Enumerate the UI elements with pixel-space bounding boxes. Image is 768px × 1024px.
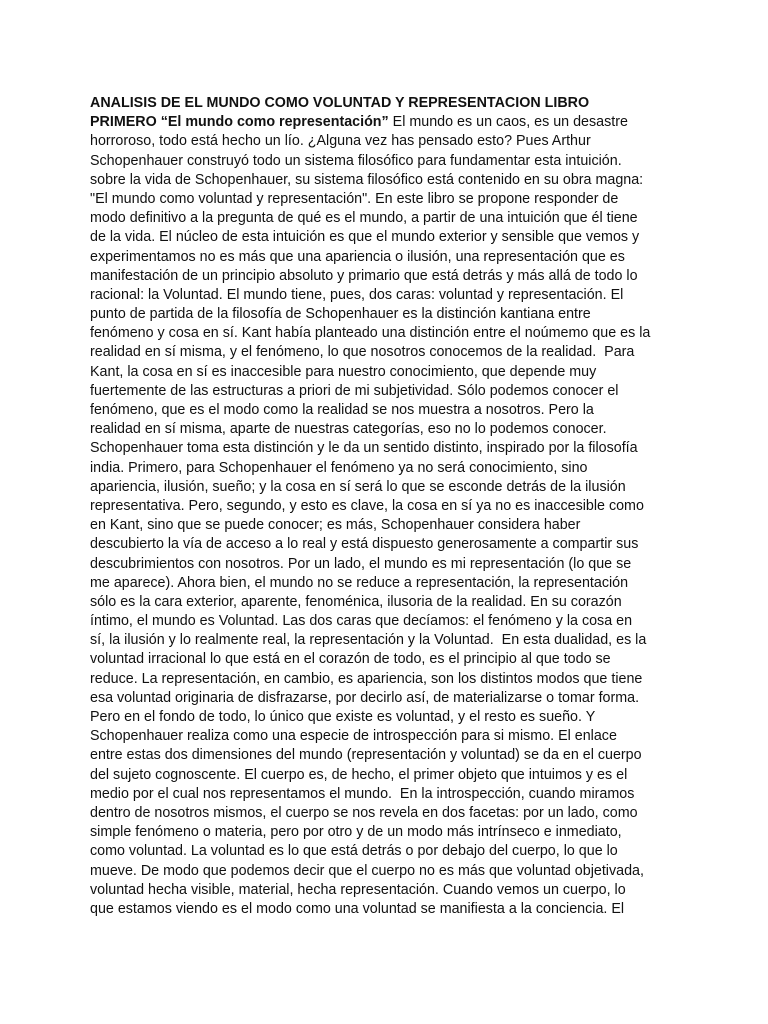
document-body	[90, 132, 690, 919]
paragraph-line: "El mundo como voluntad y representación". En este libro se propone responder de	[90, 190, 619, 207]
paragraph-line: fuertemente de las estructuras a priori de mi subjetividad. Sólo podemos conocer el	[90, 382, 619, 399]
paragraph-line: Schopenhauer realiza como una especie de introspección para si mismo. El enlace	[90, 728, 617, 745]
paragraph-line: me aparece). Ahora bien, el mundo no se reduce a representación, la representación	[90, 574, 629, 591]
paragraph-line: en Kant, sino que se puede conocer; es más, Schopenhauer considera haber	[90, 517, 581, 534]
paragraph-line: sí, la ilusión y lo realmente real, la representación y la Voluntad. En esta dualidad, es la	[90, 632, 647, 649]
paragraph-line: voluntad hecha visible, material, hecha representación. Cuando vemos un cuerpo, lo	[90, 881, 626, 898]
paragraph-line: mueve. De modo que podemos decir que el cuerpo no es más que voluntad objetivada,	[90, 862, 644, 879]
paragraph-line: punto de partida de la filosofía de Schopenhauer es la distinción kantiana entre	[90, 306, 591, 323]
document-title: ANALISIS DE EL MUNDO COMO VOLUNTAD Y REPRESENTACION LIBRO	[90, 95, 590, 111]
paragraph-line: experimentamos no es más que una apariencia o ilusión, una representación que es	[90, 248, 625, 265]
paragraph-line: descubrimientos con nosotros. Por un lado, el mundo es mi representación (lo que se	[90, 555, 632, 572]
paragraph-line: representativa. Pero, segundo, y esto es clave, la cosa en sí ya no es inaccesible como	[90, 497, 644, 514]
paragraph-line: entre estas dos dimensiones del mundo (representación y voluntad) se da en el cuerpo	[90, 747, 642, 764]
paragraph-line: sobre la vida de Schopenhauer, su sistema filosófico está contenido en su obra magna:	[90, 171, 644, 188]
paragraph-line: esa voluntad originaria de disfrazarse, por decirlo así, de materializarse o tomar forma.	[90, 689, 640, 706]
paragraph-line: realidad en sí misma, aparte de nuestras categorías, eso no lo podemos conocer.	[90, 421, 607, 438]
paragraph-line: horroroso, todo está hecho un lío. ¿Alguna vez has pensado esto? Pues Arthur	[90, 133, 591, 150]
paragraph-line: fenómeno y cosa en sí. Kant había planteado una distinción entre el noúmemo que es la	[90, 325, 651, 342]
paragraph-line: modo definitivo a la pregunta de qué es el mundo, a partir de una intuición que él tiene	[90, 210, 638, 227]
paragraph-line: voluntad irracional lo que está en el corazón de todo, es el principio al que todo se	[90, 651, 611, 668]
paragraph-line: de la vida. El núcleo de esta intuición es que el mundo exterior y sensible que vemos y	[90, 229, 640, 246]
paragraph-line: realidad en sí misma, y el fenómeno, lo que nosotros conocemos de la realidad. Para	[90, 344, 635, 361]
paragraph-line: reduce. La representación, en cambio, es apariencia, son los distintos modos que tiene	[90, 670, 643, 687]
paragraph-line: fenómeno, que es el modo como la realidad se nos muestra a nosotros. Pero la	[90, 402, 594, 418]
paragraph-line: manifestación de un principio absoluto y primario que está detrás y más allá de todo lo	[90, 267, 638, 284]
paragraph-line: que estamos viendo es el modo como una voluntad se manifiesta a la conciencia. El	[90, 900, 625, 917]
paragraph-line: íntimo, el mundo es Voluntad. Las dos caras que decíamos: el fenómeno y la cosa en	[90, 613, 633, 630]
paragraph-line: sólo es la cara exterior, aparente, fenoménica, ilusoria de la realidad. En su corazón	[90, 593, 622, 610]
document-line-first	[90, 113, 690, 132]
paragraph-line: Pero en el fondo de todo, lo único que existe es voluntad, y el resto es sueño. Y	[90, 709, 596, 725]
first-line-text: El mundo es un caos, es un desastre	[388, 114, 628, 131]
paragraph-line: dentro de nosotros mismos, el cuerpo se nos revela en dos facetas: por un lado, como	[90, 804, 638, 821]
paragraph-line: Kant, la cosa en sí es inaccesible para nuestro conocimiento, que depende muy	[90, 363, 597, 380]
paragraph-line: simple fenómeno o materia, pero por otro y de un modo más intrínseco e inmediato,	[90, 824, 622, 841]
document-page	[90, 94, 690, 919]
paragraph-line: india. Primero, para Schopenhauer el fenómeno ya no será conocimiento, sino	[90, 459, 588, 476]
paragraph-line: descubierto la vía de acceso a lo real y está dispuesto generosamente a compartir sus	[90, 536, 639, 553]
paragraph-line: Schopenhauer construyó todo un sistema filosófico para fundamentar esta intuición.	[90, 152, 622, 169]
paragraph-line: del sujeto cognoscente. El cuerpo es, de hecho, el primer objeto que intuimos y es el	[90, 766, 628, 783]
paragraph-line: Schopenhauer toma esta distinción y le da un sentido distinto, inspirado por la filosofía	[90, 440, 638, 457]
paragraph-line: racional: la Voluntad. El mundo tiene, pues, dos caras: voluntad y representación. El	[90, 286, 624, 303]
paragraph-line: apariencia, ilusión, sueño; y la cosa en sí será lo que se esconde detrás de la ilusión	[90, 478, 626, 495]
book-heading: PRIMERO “El mundo como representación”	[90, 114, 389, 131]
paragraph-line: medio por el cual nos representamos el mundo. En la introspección, cuando miramos	[90, 785, 635, 802]
paragraph-line: como voluntad. La voluntad es lo que está detrás o por debajo del cuerpo, lo que lo	[90, 843, 618, 860]
